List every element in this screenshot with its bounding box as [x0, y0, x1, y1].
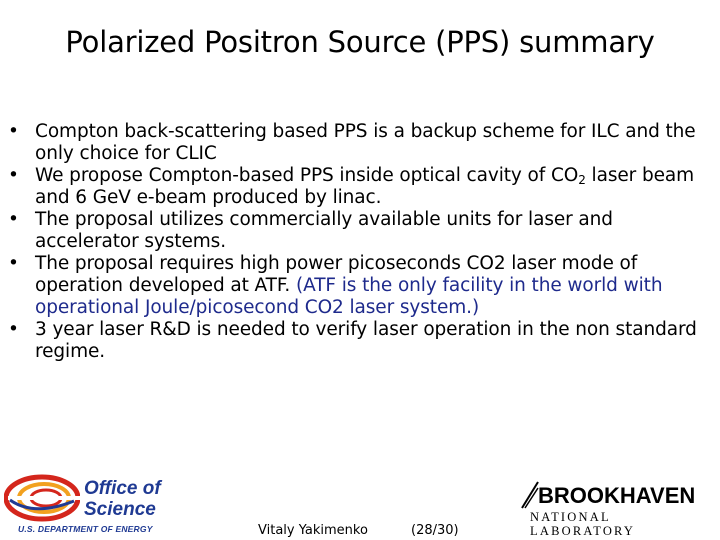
bullet-text: Compton back-scattering based PPS is a backup scheme for ILC and the only choice for CLIC: [35, 121, 696, 164]
brookhaven-logo: [520, 478, 716, 538]
bullet-text-part: We propose Compton-based PPS inside optical cavity of CO: [35, 165, 579, 186]
page-number: (28/30): [411, 523, 459, 538]
bullet-item: [8, 209, 708, 253]
brookhaven-mark-icon: [520, 480, 540, 510]
office-of-science-logo: [4, 473, 194, 539]
brookhaven-text: BROOKHAVEN: [538, 483, 696, 508]
bullet-text: [35, 253, 662, 318]
office-of-text: Office of: [84, 478, 161, 499]
science-text: Science: [84, 499, 156, 520]
doe-swirl-icon: [4, 473, 80, 523]
footer-author: Vitaly Yakimenko: [258, 523, 368, 538]
bullet-item: [8, 253, 708, 319]
highlighted-text: (ATF is the only facility in the world with operational Joule/picosecond CO2 laser system.): [35, 275, 663, 318]
bullet-text: [35, 165, 694, 208]
bullet-list: [8, 121, 708, 363]
bullet-marker: •: [8, 165, 19, 186]
bullet-marker: •: [8, 209, 19, 230]
bullet-text-part: The proposal requires high power picoseconds CO2 laser mode of operation developed at ATF.: [35, 253, 638, 296]
bullet-item: [8, 319, 708, 363]
bullet-text-part: laser beam and 6 GeV e-beam produced by linac.: [35, 165, 695, 208]
bullet-text: The proposal utilizes commercially available units for laser and accelerator systems.: [35, 209, 613, 252]
subscript: 2: [578, 173, 586, 187]
bullet-marker: •: [8, 319, 19, 340]
bullet-item: [8, 121, 708, 165]
bullet-text: 3 year laser R&D is needed to verify laser operation in the non standard regime.: [35, 319, 697, 362]
bullet-item: [8, 165, 708, 209]
department-of-energy-text: U.S. DEPARTMENT OF ENERGY: [18, 524, 153, 534]
national-laboratory-text: NATIONAL LABORATORY: [530, 510, 636, 538]
bullet-marker: •: [8, 253, 19, 274]
slide-title: Polarized Positron Source (PPS) summary: [65, 25, 655, 59]
bullet-marker: •: [8, 121, 19, 142]
